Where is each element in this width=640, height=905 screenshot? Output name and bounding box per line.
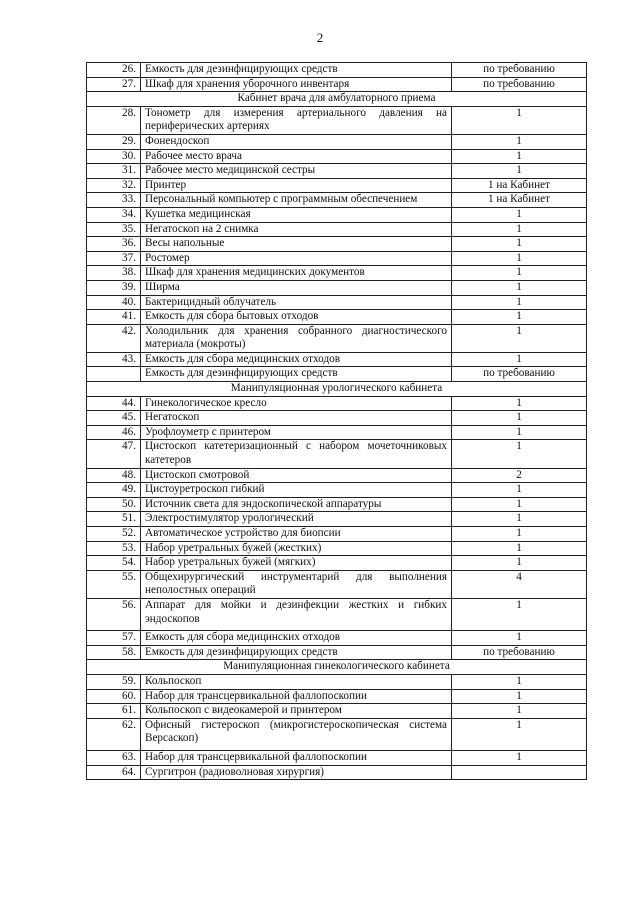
row-number: 33. xyxy=(87,193,141,208)
equipment-name: Ширма xyxy=(141,280,452,295)
equipment-quantity: 1 xyxy=(452,527,587,542)
table-row xyxy=(87,527,587,542)
equipment-quantity: 1 xyxy=(452,280,587,295)
equipment-name: Набор для трансцервикальной фаллопоскопии xyxy=(141,750,452,765)
table-row xyxy=(87,541,587,556)
page-number: 2 xyxy=(316,30,324,45)
equipment-name: Ростомер xyxy=(141,251,452,266)
table-row xyxy=(87,704,587,719)
equipment-name: Гинекологическое кресло xyxy=(141,396,452,411)
equipment-name: Рабочее место медицинской сестры xyxy=(141,164,452,179)
equipment-quantity: 1 xyxy=(452,207,587,222)
table-row xyxy=(87,483,587,498)
equipment-name: Электростимулятор урологический xyxy=(141,512,452,527)
table-row xyxy=(87,324,587,352)
equipment-quantity: по требованию xyxy=(452,645,587,660)
row-number: 28. xyxy=(87,106,141,134)
equipment-name: Емкость для дезинфицирующих средств xyxy=(141,645,452,660)
equipment-quantity: 1 xyxy=(452,674,587,689)
equipment-name: Сургитрон (радиоволновая хирургия) xyxy=(141,765,452,780)
equipment-name: Принтер xyxy=(141,178,452,193)
equipment-name: Урофлоуметр с принтером xyxy=(141,425,452,440)
equipment-quantity: 1 xyxy=(452,425,587,440)
table-row xyxy=(87,266,587,281)
table-row xyxy=(87,251,587,266)
equipment-quantity: по требованию xyxy=(452,367,587,382)
table-row xyxy=(87,497,587,512)
row-number: 37. xyxy=(87,251,141,266)
table-row xyxy=(87,674,587,689)
equipment-table xyxy=(86,62,587,780)
table-row xyxy=(87,440,587,468)
equipment-quantity: 1 xyxy=(452,440,587,468)
table-row xyxy=(87,63,587,78)
equipment-name: Набор уретральных бужей (жестких) xyxy=(141,541,452,556)
table-row xyxy=(87,134,587,149)
row-number: 59. xyxy=(87,674,141,689)
section-header-row xyxy=(87,660,587,675)
table-row xyxy=(87,222,587,237)
equipment-quantity: 1 xyxy=(452,497,587,512)
equipment-name: Негатоскоп на 2 снимка xyxy=(141,222,452,237)
section-title: Манипуляционная гинекологического кабинета xyxy=(87,660,587,675)
equipment-quantity: 1 xyxy=(452,411,587,426)
equipment-name: Тонометр для измерения артериального давления на периферических артериях xyxy=(141,106,452,134)
equipment-name: Шкаф для хранения медицинских документов xyxy=(141,266,452,281)
equipment-quantity: 1 xyxy=(452,237,587,252)
table-row xyxy=(87,106,587,134)
table-row xyxy=(87,310,587,325)
row-number: 62. xyxy=(87,718,141,750)
row-number: 32. xyxy=(87,178,141,193)
equipment-name: Аппарат для мойки и дезинфекции жестких и гибких эндоскопов xyxy=(141,598,452,630)
equipment-quantity: по требованию xyxy=(452,63,587,78)
row-number: 46. xyxy=(87,425,141,440)
row-number: 41. xyxy=(87,310,141,325)
equipment-quantity: 1 xyxy=(452,310,587,325)
row-number: 27. xyxy=(87,77,141,92)
table-row xyxy=(87,631,587,646)
table-row xyxy=(87,750,587,765)
section-title: Кабинет врача для амбулаторного приема xyxy=(87,92,587,107)
equipment-quantity: 1 xyxy=(452,483,587,498)
equipment-name: Цистоскоп катетеризационный с набором мочеточниковых катетеров xyxy=(141,440,452,468)
section-title: Манипуляционная урологического кабинета xyxy=(87,382,587,397)
row-number: 48. xyxy=(87,468,141,483)
row-number: 64. xyxy=(87,765,141,780)
equipment-name: Негатоскоп xyxy=(141,411,452,426)
equipment-quantity: 1 xyxy=(452,750,587,765)
row-number: 45. xyxy=(87,411,141,426)
equipment-name: Кольпоскоп xyxy=(141,674,452,689)
row-number: 36. xyxy=(87,237,141,252)
equipment-quantity: 1 xyxy=(452,266,587,281)
table-row xyxy=(87,411,587,426)
table-row xyxy=(87,237,587,252)
table-row xyxy=(87,556,587,571)
row-number: 58. xyxy=(87,645,141,660)
row-number: 52. xyxy=(87,527,141,542)
equipment-quantity: 1 xyxy=(452,134,587,149)
equipment-name: Весы напольные xyxy=(141,237,452,252)
equipment-name: Источник света для эндоскопической аппаратуры xyxy=(141,497,452,512)
table-row xyxy=(87,178,587,193)
table-row xyxy=(87,718,587,750)
equipment-quantity: 1 xyxy=(452,631,587,646)
equipment-quantity xyxy=(452,765,587,780)
table-row xyxy=(87,512,587,527)
row-number: 51. xyxy=(87,512,141,527)
table-row xyxy=(87,280,587,295)
row-number: 44. xyxy=(87,396,141,411)
equipment-name: Шкаф для хранения уборочного инвентаря xyxy=(141,77,452,92)
row-number: 61. xyxy=(87,704,141,719)
equipment-name: Офисный гистероскоп (микрогистероскопическая система Версаскоп) xyxy=(141,718,452,750)
equipment-name: Емкость для дезинфицирующих средств xyxy=(141,367,452,382)
equipment-quantity: 1 xyxy=(452,149,587,164)
table-row xyxy=(87,207,587,222)
equipment-quantity: 1 xyxy=(452,295,587,310)
equipment-name: Набор для трансцервикальной фаллопоскопии xyxy=(141,689,452,704)
equipment-name: Холодильник для хранения собранного диагностического материала (мокроты) xyxy=(141,324,452,352)
equipment-quantity: 1 xyxy=(452,324,587,352)
table-row xyxy=(87,598,587,630)
equipment-quantity: 1 xyxy=(452,541,587,556)
table-row xyxy=(87,468,587,483)
table-row xyxy=(87,425,587,440)
equipment-name: Персональный компьютер с программным обеспечением xyxy=(141,193,452,208)
equipment-quantity: 1 xyxy=(452,164,587,179)
row-number: 31. xyxy=(87,164,141,179)
equipment-name: Емкость для сбора медицинских отходов xyxy=(141,631,452,646)
section-header-row xyxy=(87,382,587,397)
equipment-quantity: 1 xyxy=(452,598,587,630)
equipment-quantity: 1 xyxy=(452,556,587,571)
equipment-name: Общехирургический инструментарий для выполнения неполостных операций xyxy=(141,570,452,598)
equipment-quantity: 1 xyxy=(452,222,587,237)
equipment-name: Набор уретральных бужей (мягких) xyxy=(141,556,452,571)
row-number: 26. xyxy=(87,63,141,78)
equipment-name: Бактерицидный облучатель xyxy=(141,295,452,310)
equipment-name: Фонендоскоп xyxy=(141,134,452,149)
table-row xyxy=(87,295,587,310)
table-row xyxy=(87,193,587,208)
table-row xyxy=(87,164,587,179)
table-row xyxy=(87,765,587,780)
row-number: 54. xyxy=(87,556,141,571)
row-number: 60. xyxy=(87,689,141,704)
row-number: 29. xyxy=(87,134,141,149)
equipment-table-body xyxy=(87,63,587,780)
equipment-quantity: 1 xyxy=(452,512,587,527)
row-number: 56. xyxy=(87,598,141,630)
table-row xyxy=(87,689,587,704)
equipment-name: Емкость для сбора медицинских отходов xyxy=(141,352,452,367)
row-number: 53. xyxy=(87,541,141,556)
equipment-quantity: 1 xyxy=(452,352,587,367)
table-row xyxy=(87,77,587,92)
row-number: 49. xyxy=(87,483,141,498)
equipment-quantity: 1 xyxy=(452,106,587,134)
equipment-name: Емкость для сбора бытовых отходов xyxy=(141,310,452,325)
row-number: 63. xyxy=(87,750,141,765)
equipment-quantity: 2 xyxy=(452,468,587,483)
row-number: 39. xyxy=(87,280,141,295)
equipment-name: Цистоскоп смотровой xyxy=(141,468,452,483)
row-number: 47. xyxy=(87,440,141,468)
table-row xyxy=(87,570,587,598)
table-row xyxy=(87,352,587,367)
equipment-quantity: 1 xyxy=(452,689,587,704)
table-row xyxy=(87,149,587,164)
row-number: 38. xyxy=(87,266,141,281)
equipment-quantity: 1 xyxy=(452,396,587,411)
row-number: 43. xyxy=(87,352,141,367)
table-row xyxy=(87,396,587,411)
equipment-name: Цистоуретроскоп гибкий xyxy=(141,483,452,498)
equipment-quantity: 1 на Кабинет xyxy=(452,193,587,208)
row-number: 55. xyxy=(87,570,141,598)
row-number: 57. xyxy=(87,631,141,646)
row-number xyxy=(87,367,141,382)
table-row xyxy=(87,645,587,660)
row-number: 35. xyxy=(87,222,141,237)
row-number: 30. xyxy=(87,149,141,164)
table-row xyxy=(87,367,587,382)
row-number: 42. xyxy=(87,324,141,352)
equipment-name: Автоматическое устройство для биопсии xyxy=(141,527,452,542)
equipment-name: Емкость для дезинфицирующих средств xyxy=(141,63,452,78)
section-header-row xyxy=(87,92,587,107)
row-number: 40. xyxy=(87,295,141,310)
equipment-quantity: по требованию xyxy=(452,77,587,92)
equipment-quantity: 1 xyxy=(452,704,587,719)
equipment-name: Кушетка медицинская xyxy=(141,207,452,222)
equipment-quantity: 1 xyxy=(452,718,587,750)
equipment-quantity: 1 xyxy=(452,251,587,266)
row-number: 34. xyxy=(87,207,141,222)
equipment-quantity: 4 xyxy=(452,570,587,598)
equipment-quantity: 1 на Кабинет xyxy=(452,178,587,193)
equipment-name: Кольпоскоп с видеокамерой и принтером xyxy=(141,704,452,719)
equipment-name: Рабочее место врача xyxy=(141,149,452,164)
row-number: 50. xyxy=(87,497,141,512)
